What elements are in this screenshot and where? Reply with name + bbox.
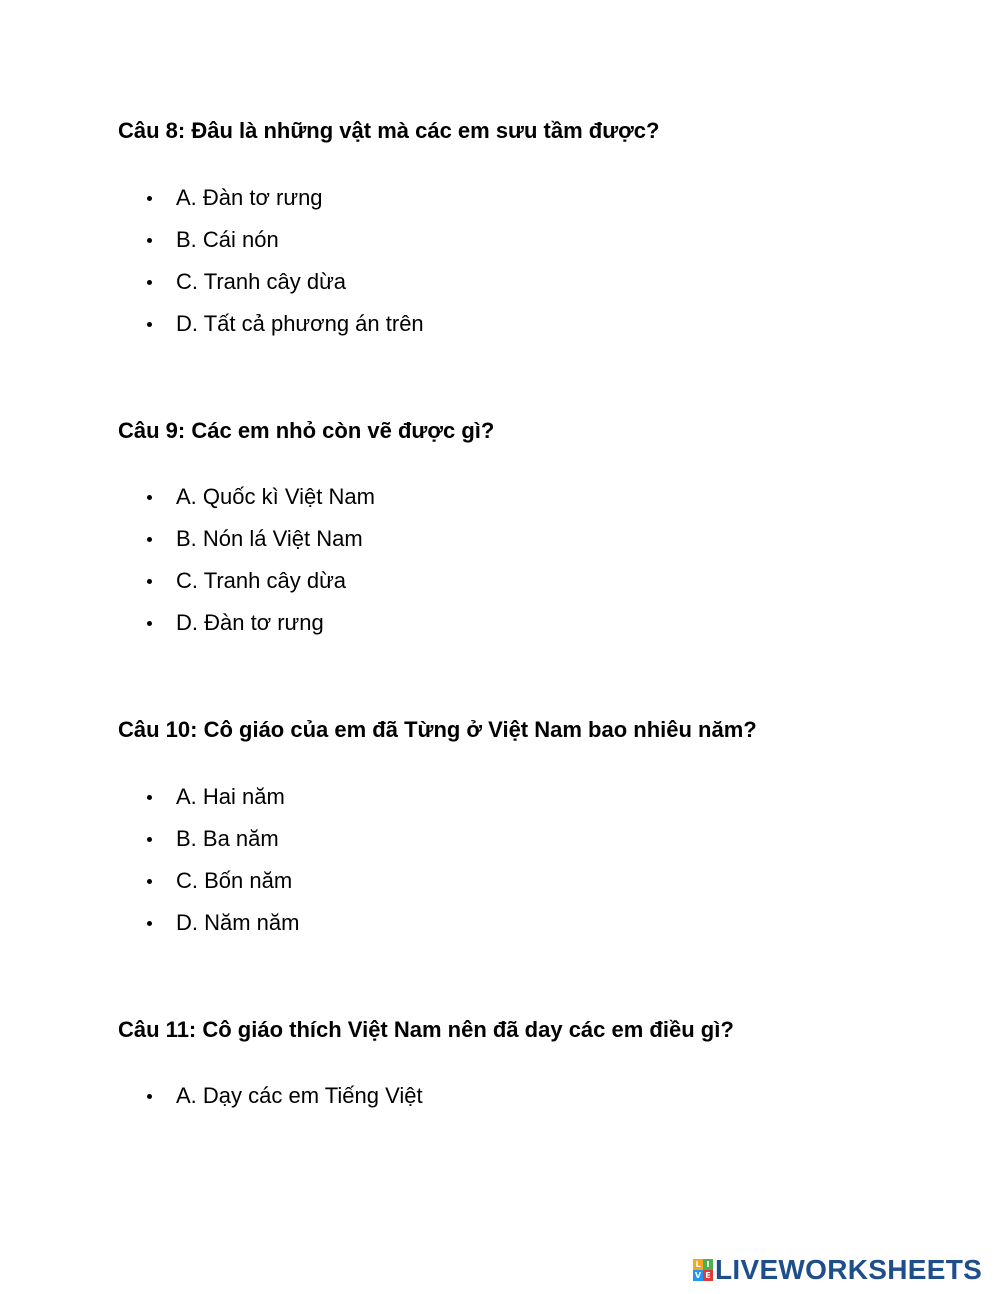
liveworksheets-logo: [693, 1256, 982, 1284]
options-list: [118, 484, 375, 652]
option-c[interactable]: [118, 568, 375, 610]
bullet-icon: [147, 837, 152, 842]
bullet-icon: [147, 280, 152, 285]
bullet-icon: [147, 621, 152, 626]
bullet-icon: [147, 1094, 152, 1099]
logo-text: LIVEWORKSHEETS: [715, 1254, 983, 1285]
question-8: [118, 118, 978, 336]
bullet-icon: [147, 322, 152, 327]
bullet-icon: [147, 495, 152, 500]
option-c[interactable]: [118, 269, 424, 311]
question-title: Câu 10: Cô giáo của em đã Từng ở Việt Nam bao nhiêu năm?: [118, 717, 757, 742]
option-d[interactable]: [118, 910, 299, 952]
logo-mark-letter: I: [703, 1259, 713, 1270]
bullet-icon: [147, 921, 152, 926]
question-11: [118, 1017, 978, 1108]
option-label: D. Tất cả phương án trên: [176, 311, 424, 336]
option-label: C. Tranh cây dừa: [176, 568, 347, 593]
option-label: C. Tranh cây dừa: [176, 269, 347, 294]
option-a[interactable]: [118, 784, 299, 826]
option-label: B. Ba năm: [176, 826, 279, 851]
option-a[interactable]: [118, 185, 424, 227]
question-title: Câu 9: Các em nhỏ còn vẽ được gì?: [118, 418, 495, 443]
option-label: B. Nón lá Việt Nam: [176, 526, 363, 551]
option-d[interactable]: [118, 610, 375, 652]
bullet-icon: [147, 196, 152, 201]
options-list: [118, 185, 424, 353]
bullet-icon: [147, 579, 152, 584]
option-c[interactable]: [118, 868, 299, 910]
option-b[interactable]: [118, 227, 424, 269]
options-list: [118, 1083, 423, 1125]
question-title: Câu 11: Cô giáo thích Việt Nam nên đã day các em điều gì?: [118, 1017, 734, 1042]
option-label: A. Dạy các em Tiếng Việt: [176, 1083, 423, 1108]
bullet-icon: [147, 879, 152, 884]
bullet-icon: [147, 238, 152, 243]
option-label: A. Đàn tơ rưng: [176, 185, 323, 210]
bullet-icon: [147, 537, 152, 542]
option-label: D. Đàn tơ rưng: [176, 610, 324, 635]
option-label: D. Năm năm: [176, 910, 300, 935]
bullet-icon: [147, 795, 152, 800]
logo-mark-letter: V: [694, 1271, 702, 1280]
option-label: A. Hai năm: [176, 784, 285, 809]
logo-mark-letter: L: [693, 1259, 703, 1270]
question-title: Câu 8: Đâu là những vật mà các em sưu tầm được?: [118, 118, 660, 143]
logo-mark-letter: E: [703, 1270, 713, 1281]
question-10: [118, 717, 978, 935]
logo-mark-icon: [693, 1259, 713, 1281]
option-label: B. Cái nón: [176, 227, 279, 252]
option-d[interactable]: [118, 311, 424, 353]
question-9: [118, 418, 978, 635]
option-label: A. Quốc kì Việt Nam: [176, 484, 375, 509]
option-label: C. Bốn năm: [176, 868, 293, 893]
options-list: [118, 784, 299, 952]
option-b[interactable]: [118, 526, 375, 568]
option-a[interactable]: [118, 1083, 423, 1125]
option-a[interactable]: [118, 484, 375, 526]
option-b[interactable]: [118, 826, 299, 868]
